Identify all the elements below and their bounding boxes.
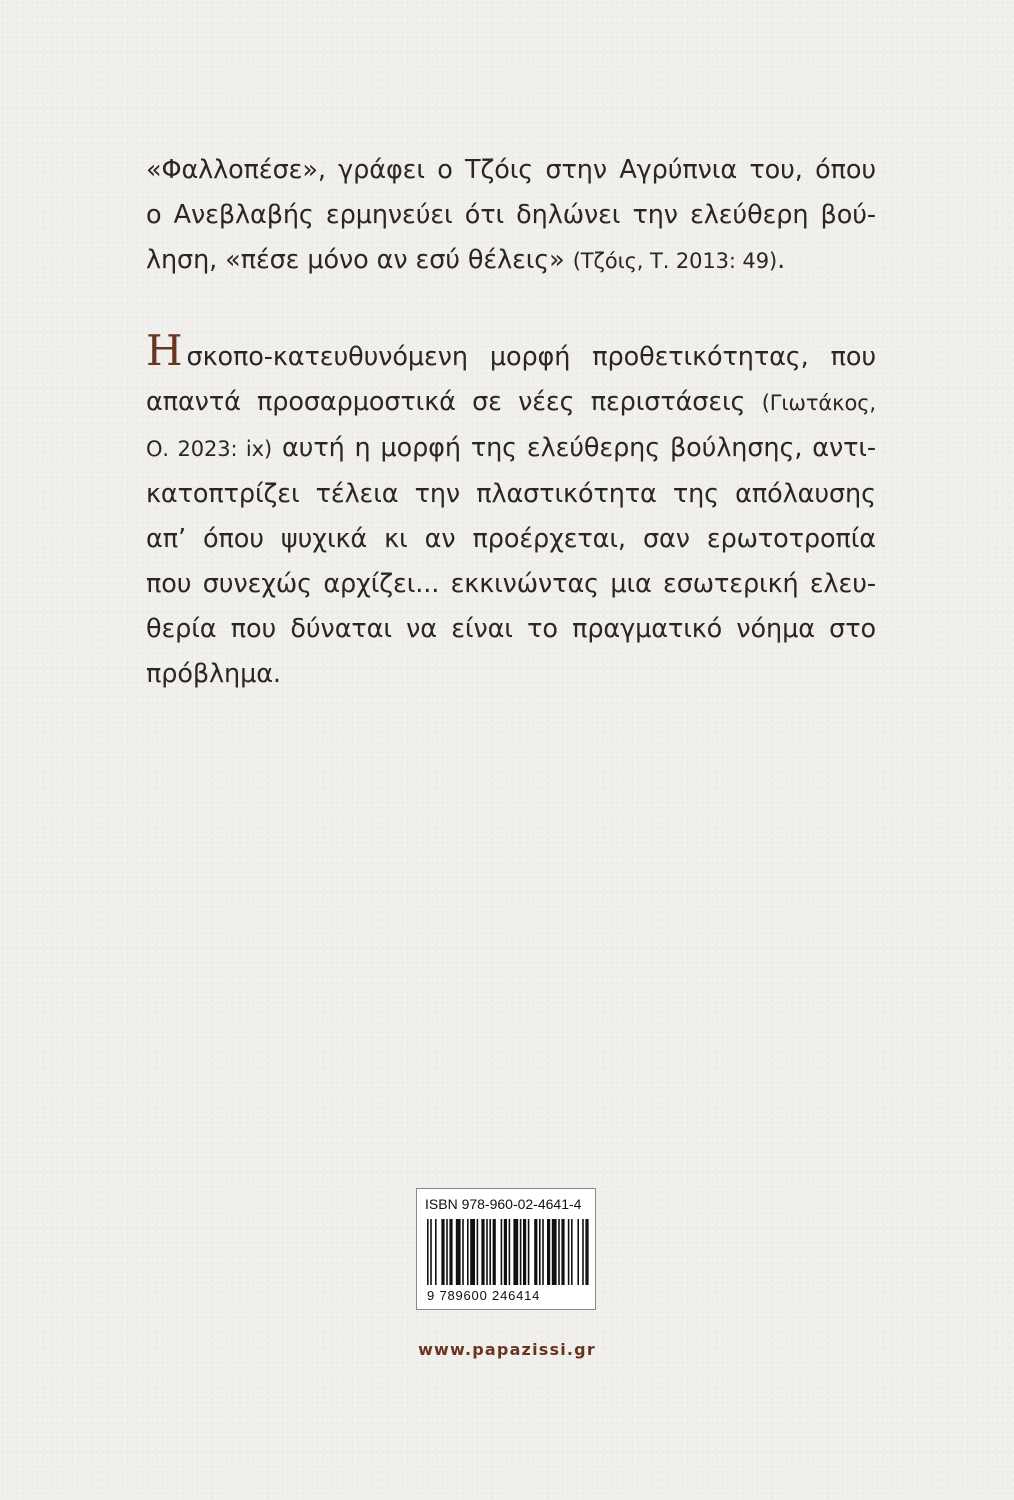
barcode-bar (493, 1219, 496, 1285)
isbn-barcode (416, 1188, 596, 1310)
barcode-bar (561, 1219, 564, 1285)
line-text: σκοπο-κατευθυνόμενη μορφή προθετικότητας, που (186, 342, 876, 372)
paragraph-line (146, 238, 876, 284)
paragraph-line: που συνεχώς αρχίζει... εκκινώντας μια εσωτερική ελευ- (146, 569, 876, 599)
dropcap-initial: Η (146, 326, 183, 375)
barcode-bar (534, 1219, 537, 1285)
barcode-bar (528, 1219, 530, 1285)
barcode-bar (568, 1219, 570, 1285)
paragraph-line (146, 380, 876, 426)
barcode-bar (456, 1219, 461, 1285)
paragraph-line: κατοπτρίζει τέλεια την πλαστικότητα της απόλαυσης (146, 479, 876, 509)
barcode-bars (425, 1219, 589, 1289)
citation: Ο. 2023: ix) (146, 437, 273, 461)
line-end: . (777, 245, 786, 275)
barcode-bar (470, 1219, 475, 1285)
barcode-digits: 9 789600 246414 (427, 1288, 541, 1303)
barcode-bar (477, 1219, 479, 1285)
barcode-bar (577, 1219, 579, 1285)
barcode-bar (585, 1219, 588, 1285)
barcode-bar (542, 1219, 544, 1285)
paragraph-line: πρόβλημα. (146, 659, 281, 689)
barcode-bar (552, 1219, 557, 1285)
barcode-bar (582, 1219, 584, 1285)
publisher-website[interactable]: www.papazissi.gr (418, 1340, 596, 1359)
paragraph-line: ο Ανεβλαβής ερμηνεύει ότι δηλώνει την ελεύθερη βού- (146, 200, 876, 230)
barcode-bar (504, 1219, 507, 1285)
barcode-bar (513, 1219, 518, 1285)
barcode-bar (558, 1219, 560, 1285)
line-text: ληση, «πέσε μόνο αν εσύ θέλεις» (146, 245, 565, 275)
barcode-bar (446, 1219, 448, 1285)
barcode-bar (486, 1219, 488, 1285)
barcode-bar (430, 1219, 432, 1285)
barcode-bar (467, 1219, 469, 1285)
barcode-bar (523, 1219, 526, 1285)
isbn-label: ISBN 978-960-02-4641-4 (425, 1196, 582, 1212)
barcode-bar (427, 1219, 429, 1285)
barcode-bar (501, 1219, 503, 1285)
paragraph-line (146, 426, 876, 472)
line-text: απαντά προσαρμοστικά σε νέες περιστάσεις (146, 387, 746, 417)
paragraph-line: «Φαλλοπέσε», γράφει ο Τζόις στην Αγρύπνια του, όπου (146, 155, 876, 185)
paragraph-quote (146, 148, 876, 284)
barcode-bar (435, 1219, 437, 1285)
barcode-bar (481, 1219, 484, 1285)
barcode-bar (547, 1219, 550, 1285)
citation: (Τζόις, Τ. 2013: 49) (572, 249, 778, 273)
citation: (Γιωτάκος, (761, 391, 876, 415)
paragraph-body (146, 328, 876, 697)
barcode-bar (489, 1219, 491, 1285)
barcode-bar (571, 1219, 573, 1285)
barcode-bar (462, 1219, 464, 1285)
barcode-bar (441, 1219, 444, 1285)
paragraph-line (146, 328, 876, 380)
paragraph-line: απ’ όπου ψυχικά κι αν προέρχεται, σαν ερωτοτροπία (146, 524, 876, 554)
paragraph-line: θερία που δύναται να είναι το πραγματικό νόημα στο (146, 614, 876, 644)
line-text: αυτή η μορφή της ελεύθερης βούλησης, αντι- (281, 433, 876, 463)
barcode-bar (509, 1219, 511, 1285)
barcode-bar (449, 1219, 452, 1285)
barcode-bar (520, 1219, 522, 1285)
barcode-bar (539, 1219, 541, 1285)
